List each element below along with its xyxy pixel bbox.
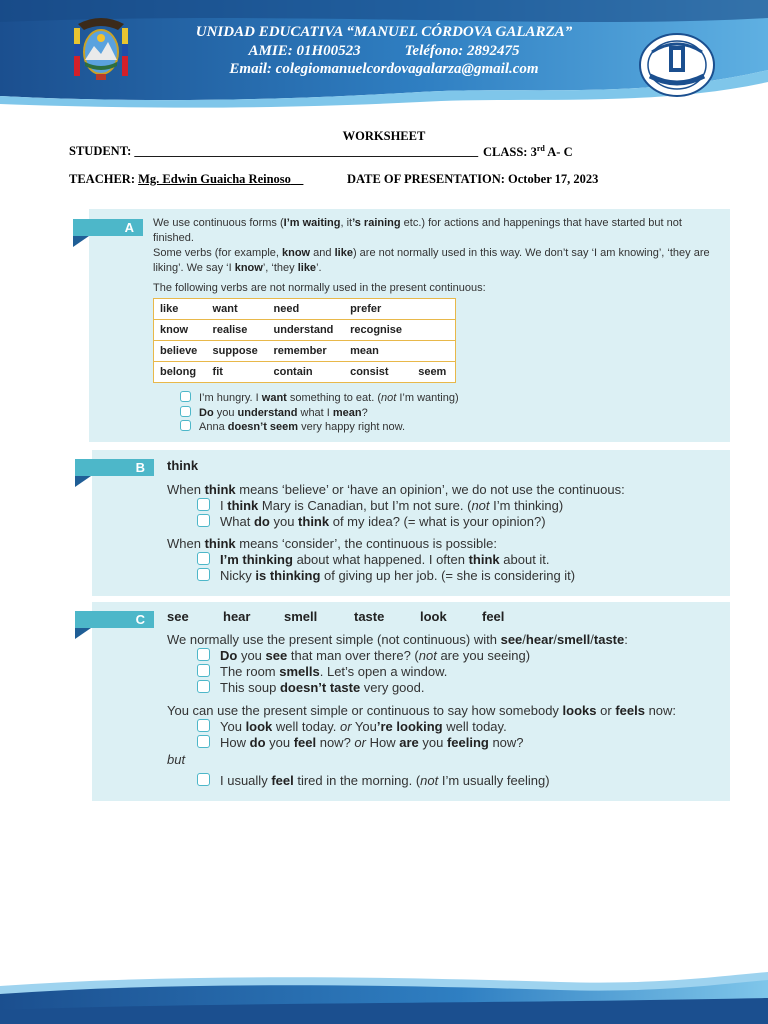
section-c-tab: C [75,611,154,628]
checkbox-bullet-icon [197,498,210,511]
phone-number: Teléfono: 2892475 [404,43,520,59]
footer-wave [0,964,768,1024]
table-cell: believe [154,341,207,362]
checkbox-bullet-icon [197,552,210,565]
table-cell [412,341,455,362]
checkbox-bullet-icon [197,514,210,527]
checkbox-bullet-icon [180,406,191,417]
verbs-table-intro: The following verbs are not normally used in the present continuous: [153,282,486,294]
table-cell: suppose [207,341,268,362]
paragraph: When think means ‘consider’, the continuous is possible: [167,536,497,551]
checkbox-bullet-icon [197,735,210,748]
table-cell: belong [154,362,207,383]
checkbox-bullet-icon [180,391,191,402]
letterhead [0,0,768,112]
amie-code: AMIE: 01H00523 [248,43,361,59]
table-row [154,320,456,341]
heading-word: see [167,609,189,624]
class-field [483,144,573,160]
section-a-explanation: We use continuous forms (I’m waiting, it’s raining etc.) for actions and happenings that have started but not finished. Some verbs (for example, know and like) are not normally used in this way. We don’t say ‘I am knowing’, ‘they are liking’. We say ‘I know’, ‘they like’. [153,217,710,274]
table-cell: know [154,320,207,341]
teacher-label: TEACHER: [69,172,139,186]
table-cell: recognise [344,320,412,341]
list-item: I usually feel tired in the morning. (not I’m usually feeling) [167,773,676,789]
checkbox-bullet-icon [197,648,210,661]
table-cell: realise [207,320,268,341]
school-badge-icon [638,32,716,98]
table-cell: remember [268,341,345,362]
checkbox-bullet-icon [180,420,191,431]
heading-word: look [420,609,447,624]
list-item: Do you see that man over there? (not are you seeing) [167,648,676,664]
table-cell: seem [412,362,455,383]
paragraph: When think means ‘believe’ or ‘have an opinion’, we do not use the continuous: [167,482,625,497]
checkbox-bullet-icon [197,664,210,677]
table-cell: mean [344,341,412,362]
list-item: I think Mary is Canadian, but I’m not sure. (not I’m thinking) [167,498,625,514]
table-cell [412,320,455,341]
paragraph: You can use the present simple or continuous to say how somebody looks or feels now: [167,703,677,718]
paragraph: We normally use the present simple (not continuous) with see/hear/smell/taste: [167,632,628,647]
list-item: What do you think of my idea? (= what is your opinion?) [167,514,625,530]
list-item: Anna doesn’t seem very happy right now. [180,420,459,435]
paragraph: but [167,752,186,767]
heading-word: hear [223,609,251,624]
section-c-headings [167,609,504,624]
heading-word: feel [482,609,505,624]
list-item: Do you understand what I mean? [180,406,459,421]
checkbox-bullet-icon [197,680,210,693]
table-cell: understand [268,320,345,341]
list-item: The room smells. Let’s open a window. [167,664,676,680]
section-a-examples [180,391,459,435]
table-cell: prefer [350,303,382,315]
teacher-name: Mg. Edwin Guaicha Reinoso [138,172,291,186]
section-b-body [167,482,625,584]
worksheet-title: WORKSHEET [342,129,426,143]
list-item: I’m thinking about what happened. I often think about it. [167,552,625,568]
table-row [154,341,456,362]
section-c-body [167,632,676,789]
table-row [154,299,456,320]
section-b-heading: think [167,458,199,473]
section-b-tab: B [75,459,154,476]
table-cell: need [273,303,300,315]
list-item: How do you feel now? or How are you feeling now? [167,735,676,751]
student-field[interactable]: STUDENT: _______________________________________________________ [69,144,479,158]
class-ordinal: rd [536,144,545,153]
checkbox-bullet-icon [197,568,210,581]
stative-verbs-table [153,298,456,383]
heading-word: smell [284,609,318,624]
checkbox-bullet-icon [197,719,210,732]
list-item: You look well today. or You’re looking well today. [167,719,676,735]
table-cell: consist [344,362,412,383]
section-a-tab: A [73,219,143,236]
list-item: This soup doesn’t taste very good. [167,680,676,696]
teacher-field [69,172,303,187]
checkbox-bullet-icon [197,773,210,786]
table-row [154,362,456,383]
table-cell: want [212,303,238,315]
school-name: UNIDAD EDUCATIVA “MANUEL CÓRDOVA GALARZA” [195,24,573,40]
table-cell: like [160,303,179,315]
class-label: CLASS: 3 [483,145,537,160]
heading-word: taste [354,609,385,624]
table-cell [412,299,455,320]
table-cell: fit [207,362,268,383]
list-item: I’m hungry. I want something to eat. (not I’m wanting) [180,391,459,406]
school-email: Email: colegiomanuelcordovagalarza@gmail.com [229,61,539,77]
presentation-date: DATE OF PRESENTATION: October 17, 2023 [347,172,599,186]
class-section: A- C [544,145,573,160]
table-cell: contain [268,362,345,383]
list-item: Nicky is thinking of giving up her job. (= she is considering it) [167,568,625,584]
